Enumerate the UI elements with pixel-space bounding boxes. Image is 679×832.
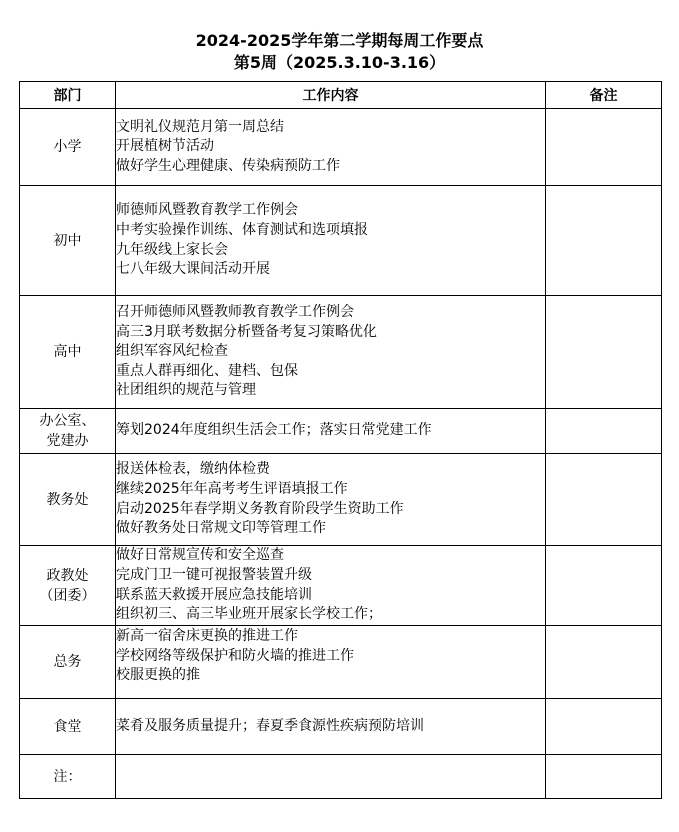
note-cell	[546, 699, 662, 755]
note-cell	[546, 109, 662, 186]
work-item: 组织军容风纪检查	[116, 343, 228, 360]
work-item: 校服更换的推	[116, 667, 200, 684]
header-work-content: 工作内容	[116, 82, 546, 109]
table-row-office	[20, 409, 662, 454]
work-content-cell	[116, 454, 546, 546]
document-title: 2024-2025学年第二学期每周工作要点	[195, 31, 484, 50]
department-label: （团委）	[39, 587, 96, 604]
department-label: 党建办	[46, 433, 89, 449]
work-item: 师德师风暨教育教学工作例会	[116, 202, 298, 219]
note-cell	[546, 186, 662, 296]
header-department: 部门	[20, 82, 116, 109]
work-item: 召开师德师风暨教师教育教学工作例会	[116, 304, 354, 321]
table-row-remarks	[20, 755, 662, 799]
work-content-cell	[116, 109, 546, 186]
work-item: 菜肴及服务质量提升；春夏季食源性疾病预防培训	[116, 717, 424, 734]
work-content-cell	[116, 409, 546, 454]
department-label: 高中	[53, 344, 82, 360]
work-item: 社团组织的规范与管理	[116, 382, 256, 399]
department-label: 小学	[53, 139, 82, 155]
work-item: 开展植树节活动	[116, 138, 214, 155]
note-cell	[546, 546, 662, 626]
department-cell	[20, 109, 116, 186]
work-item: 文明礼仪规范月第一周总结	[116, 118, 284, 135]
table-row-canteen	[20, 699, 662, 755]
work-item: 做好教务处日常规文印等管理工作	[116, 520, 326, 537]
weekly-work-table	[19, 81, 662, 799]
table-row-primary	[20, 109, 662, 186]
department-cell	[20, 755, 116, 799]
work-item: 组织初三、高三毕业班开展家长学校工作；	[116, 606, 382, 623]
work-content-cell	[116, 296, 546, 409]
department-label: 初中	[53, 232, 82, 249]
department-cell	[20, 546, 116, 626]
work-item: 报送体检表，缴纳体检费	[116, 461, 270, 478]
department-label: 总务	[53, 654, 82, 670]
work-item: 九年级线上家长会	[116, 241, 228, 258]
note-cell	[546, 409, 662, 454]
work-item: 七八年级大课间活动开展	[116, 261, 270, 278]
work-item: 继续2025年年高考考生评语填报工作	[116, 480, 348, 497]
work-item: 高三3月联考数据分析暨备考复习策略优化	[116, 323, 377, 340]
remarks-label: 注：	[53, 768, 82, 785]
work-content-cell	[116, 626, 546, 699]
department-cell	[20, 409, 116, 454]
department-cell	[20, 296, 116, 409]
department-cell	[20, 699, 116, 755]
work-item: 做好学生心理健康、传染病预防工作	[116, 157, 340, 174]
table-row-academic-affairs	[20, 454, 662, 546]
header-notes: 备注	[546, 82, 662, 109]
document-subtitle: 第5周（2025.3.10-3.16）	[233, 53, 446, 72]
work-content-cell	[116, 546, 546, 626]
note-cell	[546, 755, 662, 799]
work-item: 做好日常规宣传和安全巡查	[116, 547, 284, 564]
note-cell	[546, 454, 662, 546]
department-label: 食堂	[53, 718, 82, 735]
work-item: 重点人群再细化、建档、包保	[116, 362, 298, 379]
department-cell	[20, 626, 116, 699]
department-cell	[20, 186, 116, 296]
note-cell	[546, 626, 662, 699]
work-content-cell	[116, 699, 546, 755]
work-content-cell	[116, 755, 546, 799]
work-item: 中考实验操作训练、体育测试和选项填报	[116, 221, 368, 238]
work-content-cell	[116, 186, 546, 296]
work-item: 联系蓝天救援开展应急技能培训	[116, 586, 312, 603]
department-cell	[20, 454, 116, 546]
work-item: 筹划2024年度组织生活会工作；落实日常党建工作	[116, 422, 432, 439]
table-header-row	[20, 82, 662, 109]
table-row-junior	[20, 186, 662, 296]
table-row-senior	[20, 296, 662, 409]
work-item: 完成门卫一键可视报警装置升级	[116, 566, 312, 583]
work-item: 启动2025年春学期义务教育阶段学生资助工作	[116, 500, 404, 517]
table-row-moral-education	[20, 546, 662, 626]
work-item: 新高一宿舍床更换的推进工作	[116, 628, 298, 644]
work-item: 学校网络等级保护和防火墙的推进工作	[116, 647, 354, 664]
table-row-general-affairs	[20, 626, 662, 699]
department-label: 办公室、	[39, 413, 96, 429]
note-cell	[546, 296, 662, 409]
department-label: 教务处	[46, 491, 89, 508]
department-label: 政教处	[46, 567, 89, 584]
